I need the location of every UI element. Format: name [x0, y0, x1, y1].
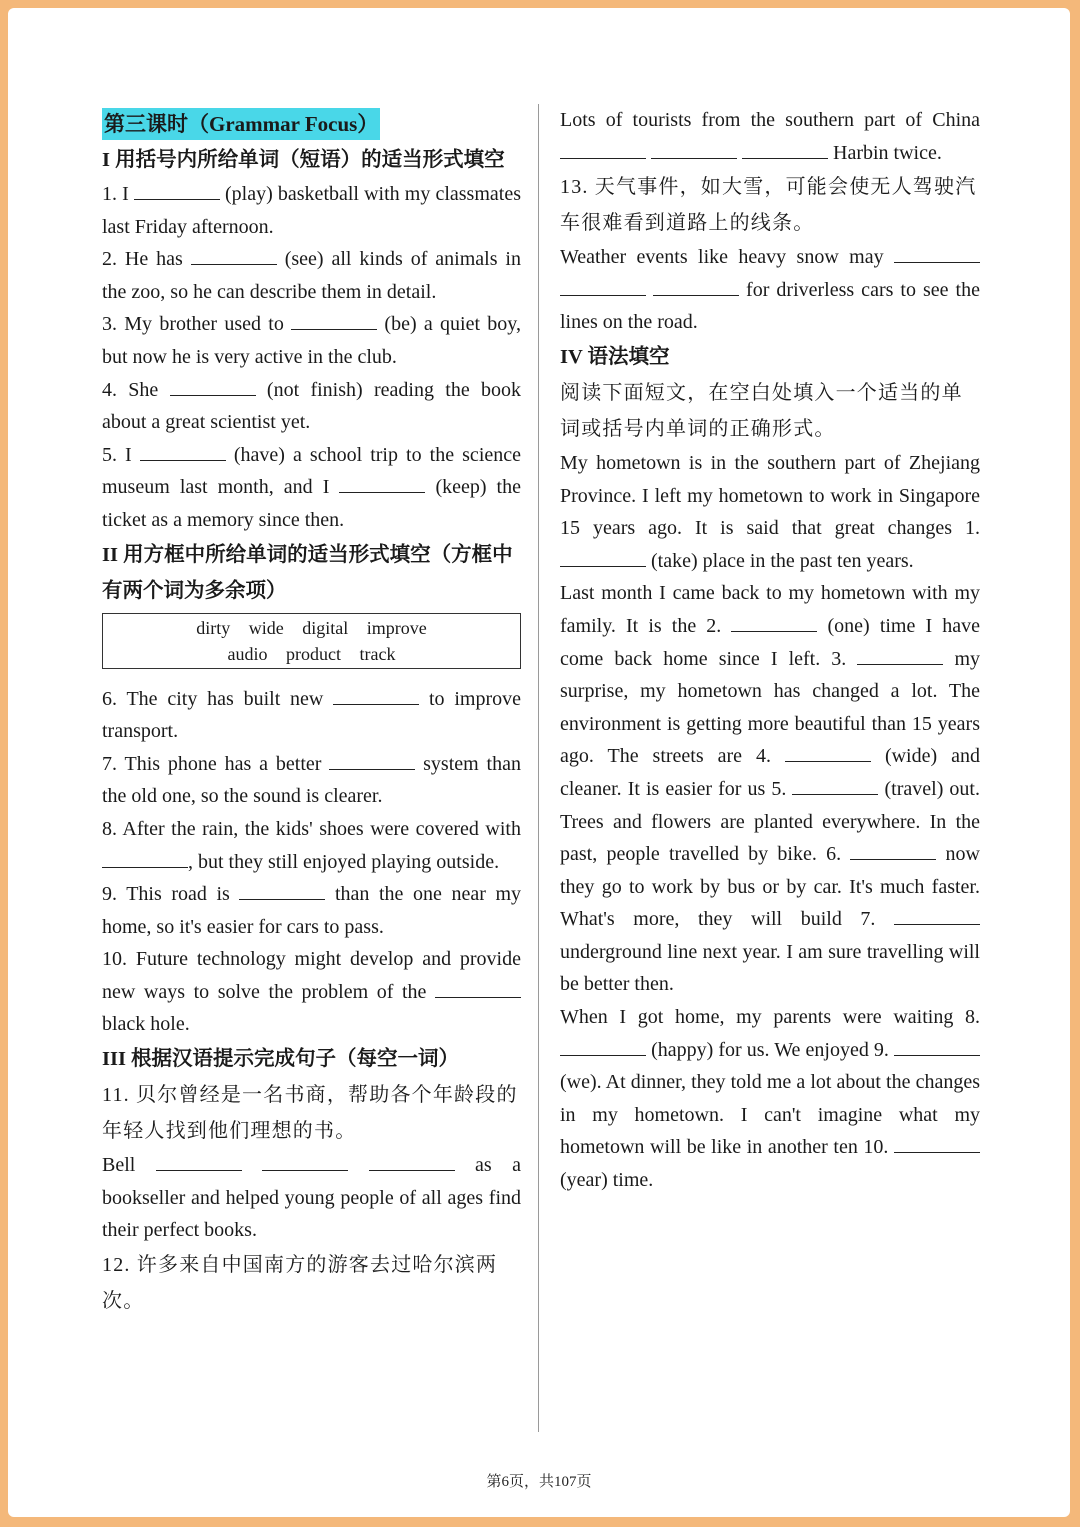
answer-blank[interactable]: [850, 858, 936, 860]
answer-blank[interactable]: [140, 459, 226, 461]
question-13-chinese: 13. 天气事件，如大雪，可能会使无人驾驶汽车很难看到道路上的线条。: [560, 176, 977, 235]
answer-blank[interactable]: [560, 565, 646, 567]
answer-blank[interactable]: [785, 760, 871, 762]
word-box-row-1: [103, 615, 520, 641]
box-word: track: [359, 643, 396, 664]
question-12: Lots of tourists from the southern part of China Harbin twice.: [560, 109, 980, 164]
box-word: digital: [302, 617, 349, 638]
answer-blank[interactable]: [239, 898, 325, 900]
section-2-heading: II 用方框中所给单词的适当形式填空（方框中有两个词为多余项）: [102, 543, 513, 602]
answer-blank[interactable]: [560, 294, 646, 296]
answer-blank[interactable]: [329, 768, 415, 770]
answer-blank[interactable]: [102, 866, 188, 868]
answer-blank[interactable]: [731, 630, 817, 632]
question-1: 1. I (play) basketball with my classmates last Friday afternoon.: [102, 183, 521, 238]
answer-blank[interactable]: [156, 1169, 242, 1171]
section-4-heading: IV 语法填空: [560, 345, 670, 368]
answer-blank[interactable]: [339, 491, 425, 493]
answer-blank[interactable]: [651, 157, 737, 159]
box-word: wide: [248, 617, 284, 638]
question-6: 6. The city has built new to improve transport.: [102, 687, 521, 743]
question-4: 4. She (not finish) reading the book about a great scientist yet.: [102, 378, 522, 434]
answer-blank[interactable]: [191, 263, 277, 265]
box-word: dirty: [196, 617, 231, 638]
question-2: 2. He has (see) all kinds of animals in the zoo, so he can describe them in detail.: [102, 248, 521, 303]
section-1-heading: I 用括号内所给单词（短语）的适当形式填空: [102, 149, 505, 171]
answer-blank[interactable]: [894, 1054, 980, 1056]
answer-blank[interactable]: [134, 198, 220, 200]
question-11: Bell as a bookseller and helped young people of all ages find their perfect books.: [102, 1154, 521, 1242]
lesson-title: 第三课时（Grammar Focus）: [102, 108, 380, 140]
question-7: 7. This phone has a better system than the old one, so the sound is clearer.: [102, 752, 521, 808]
answer-blank[interactable]: [333, 703, 419, 705]
passage-paragraph-1: My hometown is in the southern part of Zhejiang Province. I left my hometown to work in Singapore 15 years ago. It is said that great changes 1. (take) place in the past ten years.: [560, 451, 980, 572]
question-5: 5. I (have) a school trip to the science museum last month, and I (keep) the ticket as a memory since then.: [102, 443, 522, 531]
answer-blank[interactable]: [894, 923, 980, 925]
section-3-heading: III 根据汉语提示完成句子（每空一词）: [102, 1048, 460, 1071]
answer-blank[interactable]: [435, 996, 521, 998]
passage-paragraph-3: When I got home, my parents were waiting 8. (happy) for us. We enjoyed 9. (we). At dinner, they told me a lot about the changes in my hometown. I can't imagine what my hometown will be like in another ten 10. (year) time.: [560, 1006, 980, 1192]
answer-blank[interactable]: [369, 1169, 455, 1171]
question-3: 3. My brother used to (be) a quiet boy, but now he is very active in the club.: [102, 313, 522, 368]
word-box: [102, 613, 521, 669]
section-4-instruction: 阅读下面短文，在空白处填入一个适当的单词或括号内单词的正确形式。: [560, 381, 963, 440]
question-8: 8. After the rain, the kids' shoes were covered with , but they still enjoyed playing outside.: [102, 817, 521, 873]
page-number: 第6页，共107页: [486, 1474, 592, 1490]
answer-blank[interactable]: [170, 394, 256, 396]
column-divider: [538, 104, 539, 1432]
passage-paragraph-2: Last month I came back to my hometown with my family. It is the 2. (one) time I have come back home since I left. 3. my surprise, my hometown has changed a lot. The environment is getting more beautiful than 15 years ago. The streets are 4. (wide) and cleaner. It is easier for us 5. (travel) out. Trees and flowers are planted everywhere. In the past, people travelled by bike. 6. now they go to work by bus or by car. It's much faster. What's more, they will build 7. underground line next year. I am sure travelling will be better then.: [560, 582, 981, 996]
question-11-chinese: 11. 贝尔曾经是一名书商，帮助各个年龄段的年轻人找到他们理想的书。: [102, 1084, 518, 1143]
answer-blank[interactable]: [653, 294, 739, 296]
question-12-chinese: 12. 许多来自中国南方的游客去过哈尔滨两次。: [102, 1253, 498, 1312]
box-word: product: [286, 643, 341, 664]
question-13: Weather events like heavy snow may for driverless cars to see the lines on the road.: [560, 246, 980, 334]
word-box-row-2: [103, 641, 520, 667]
question-10: 10. Future technology might develop and provide new ways to solve the problem of the black hole.: [102, 948, 521, 1036]
worksheet-page: [8, 8, 1070, 1517]
answer-blank[interactable]: [291, 328, 377, 330]
left-column: [102, 104, 521, 1319]
box-word: audio: [227, 643, 268, 664]
right-column: [560, 104, 980, 1197]
answer-blank[interactable]: [792, 793, 878, 795]
answer-blank[interactable]: [857, 663, 943, 665]
question-9: 9. This road is than the one near my home, so it's easier for cars to pass.: [102, 883, 521, 938]
answer-blank[interactable]: [560, 1054, 646, 1056]
box-word: improve: [366, 617, 427, 638]
answer-blank[interactable]: [560, 157, 646, 159]
answer-blank[interactable]: [742, 157, 828, 159]
answer-blank[interactable]: [262, 1169, 348, 1171]
answer-blank[interactable]: [894, 261, 980, 263]
answer-blank[interactable]: [894, 1151, 980, 1153]
